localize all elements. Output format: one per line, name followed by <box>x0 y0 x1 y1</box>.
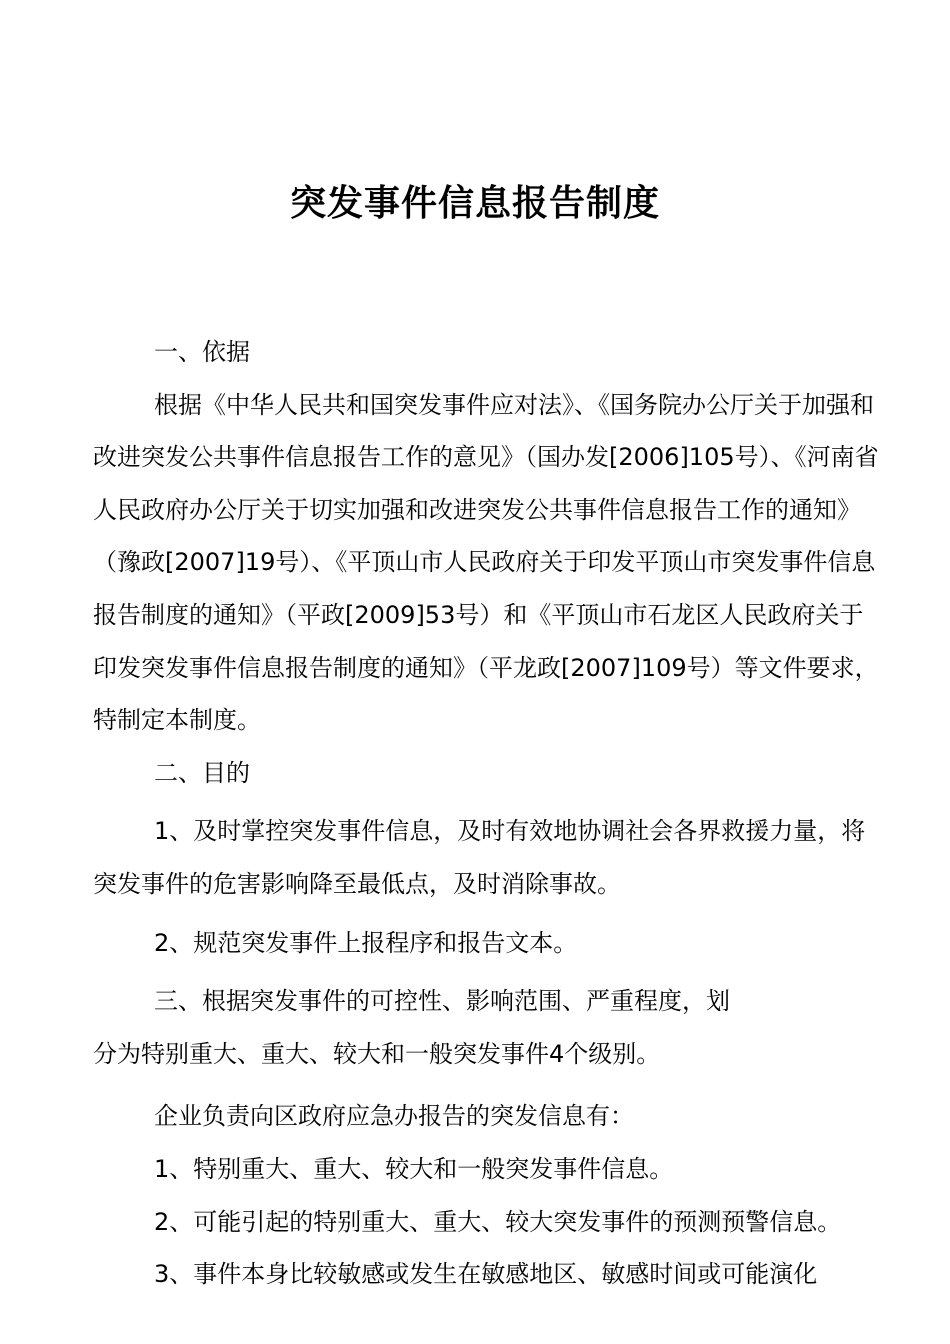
section-heading-purpose: 二、目的 <box>154 758 250 787</box>
section-heading-basis: 一、依据 <box>154 338 250 366</box>
document-title: 突发事件信息报告制度 <box>289 183 660 224</box>
list-item-report-2: 2、可能引起的特别重大、重大、较大突发事件的预测预警信息。 <box>154 1207 842 1236</box>
list-item-report-3: 3、事件本身比较敏感或发生在敏感地区、敏感时间或可能演化 <box>154 1260 818 1289</box>
document-body <box>93 326 883 1301</box>
list-item-report-1: 1、特别重大、重大、较大和一般突发事件信息。 <box>154 1154 674 1183</box>
paragraph-classification-line1: 三、根据突发事件的可控性、影响范围、严重程度，划 <box>154 987 730 1016</box>
paragraph-report-scope: 企业负责向区政府应急办报告的突发信息有： <box>154 1102 634 1131</box>
paragraph-classification-line2: 分为特别重大、重大、较大和一般突发事件4个级别。 <box>93 1039 661 1068</box>
paragraph-purpose-2: 2、规范突发事件上报程序和报告文本。 <box>154 928 578 957</box>
paragraph-purpose-1: 1、及时掌控突发事件信息，及时有效地协调社会各界救援力量，将突发事件的危害影响降至最低点，及时消除事故。 <box>93 817 866 898</box>
paragraph-basis: 根据《中华人民共和国突发事件应对法》、《国务院办公厅关于加强和改进突发公共事件信息报告工作的意见》（国办发[2006]105号）、《河南省人民政府办公厅关于切实加强和改进突发公共事件信息报告工作的通知》（豫政[2007]19号）、《平顶山市人民政府关于印发平顶山市突发事件信息报告制度的通知》（平政[2009]53号）和《平顶山市石龙区人民政府关于印发突发事件信息报告制度的通知》（平龙政[2007]109号）等文件要求，特制定本制度。 <box>93 390 879 735</box>
